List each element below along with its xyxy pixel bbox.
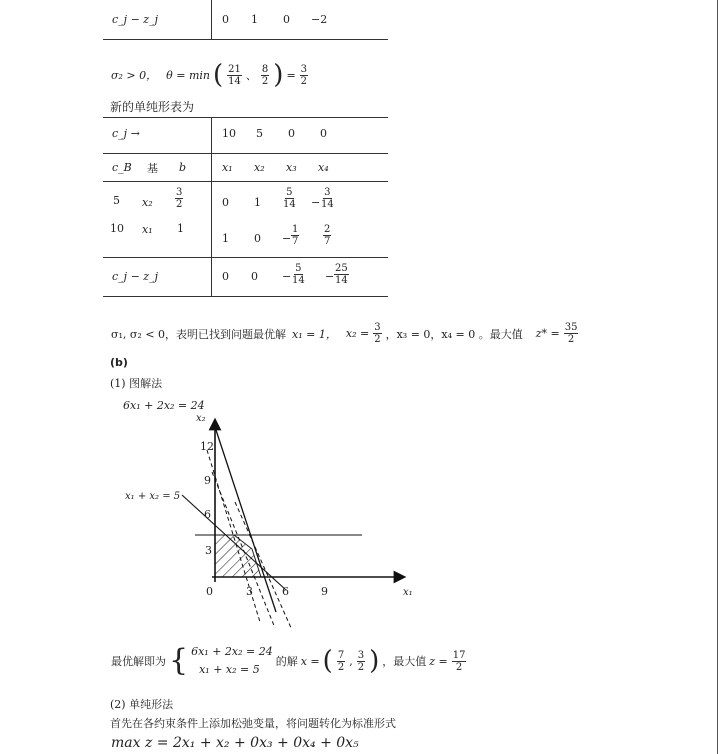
top-cz-value-4: −2	[311, 13, 328, 26]
constraint-label-1: 6x₁ + 2x₂ = 24	[123, 399, 205, 412]
table-rule-3	[103, 181, 388, 182]
conclusion-x1: x₁ = 1，	[292, 327, 337, 341]
cz-v3-sign: −	[282, 270, 292, 283]
top-table-bottom-rule	[103, 39, 388, 40]
theta-equals: =	[286, 68, 296, 82]
cj-value-4: 0	[320, 127, 327, 140]
cz-v3: $\frac{5}{14}$	[292, 263, 305, 286]
row1-basis: x₂	[142, 196, 153, 209]
basis-header: 基	[147, 162, 158, 175]
conclusion-x2-frac: $\frac{3}{2}$	[374, 322, 381, 345]
top-cz-value-1: 0	[222, 13, 229, 26]
optimal-x-lhs: x =	[300, 654, 320, 668]
cz-label: c_j − z_j	[112, 270, 158, 283]
table-bottom-rule	[103, 296, 388, 297]
row2-v1: 1	[222, 232, 229, 245]
top-cz-label: c_j − z_j	[112, 13, 158, 26]
row2-v3: $\frac{1}{7}$	[292, 224, 299, 247]
y-axis-label: x₂	[196, 413, 206, 424]
x-tick-6: 6	[282, 585, 289, 598]
optimal-x-sep: ,	[349, 654, 353, 668]
opt-paren-right: )	[369, 646, 380, 676]
system-eq-1: 6x₁ + 2x₂ = 24	[191, 645, 273, 658]
optimal-mid: 的解	[275, 655, 298, 668]
optimal-z-lhs: z =	[429, 654, 448, 668]
cz-v4-sign: −	[325, 270, 335, 283]
conclusion-line	[111, 322, 579, 345]
optimal-line	[111, 643, 467, 679]
opt-paren-left: (	[322, 646, 333, 676]
top-cz-value-2: 1	[251, 13, 258, 26]
top-table-vline	[211, 0, 212, 40]
objective-function: max z = 2x₁ + x₂ + 0x₃ + 0x₄ + 0x₅	[111, 735, 359, 751]
var-header-1: x₁	[222, 161, 233, 174]
conclusion-z-lhs: z* =	[535, 327, 560, 340]
optimal-z-frac: $\frac{17}{2}$	[452, 649, 466, 673]
row1-v4: $\frac{3}{14}$	[321, 187, 334, 210]
cz-v2: 0	[251, 270, 258, 283]
paren-left: (	[213, 60, 224, 90]
cb-header: c_B	[112, 161, 132, 174]
page-right-border	[717, 0, 718, 754]
row2-v4: $\frac{2}{7}$	[324, 224, 331, 247]
system-eq-2: x₁ + x₂ = 5	[199, 663, 260, 676]
cj-value-1: 10	[222, 127, 236, 140]
cz-v1: 0	[222, 270, 229, 283]
row2-basis: x₁	[142, 223, 153, 236]
row2-v2: 0	[254, 232, 261, 245]
conclusion-text: σ₁, σ₂ < 0，表明已找到问题最优解	[111, 327, 287, 341]
y-tick-3: 3	[205, 544, 212, 557]
graphical-solution-figure	[100, 392, 430, 637]
part-b-label: (b)	[110, 356, 128, 369]
method2-description: 首先在各约束条件上添加松弛变量，将问题转化为标准形式	[110, 717, 396, 730]
conclusion-x2-lhs: x₂ =	[345, 327, 370, 340]
row2-b: 1	[177, 222, 184, 235]
conclusion-rest: ，x₃ = 0，x₄ = 0 。最大值	[385, 327, 523, 341]
cj-value-2: 5	[256, 127, 263, 140]
cz-v4: $\frac{25}{14}$	[335, 263, 348, 286]
var-header-4: x₄	[318, 161, 329, 174]
table-rule-4	[103, 257, 388, 258]
theta-fraction-2: $\frac{8}{2}$	[261, 63, 269, 87]
theta-min: θ = min	[166, 68, 211, 82]
paren-right: )	[273, 60, 284, 90]
var-header-2: x₂	[254, 161, 265, 174]
row1-v4-sign: −	[311, 196, 321, 209]
new-table-caption: 新的单纯形表为	[110, 100, 195, 114]
x-tick-9: 9	[321, 585, 328, 598]
equation-system	[191, 643, 273, 679]
x-tick-0: 0	[206, 585, 213, 598]
system-brace: {	[169, 643, 189, 678]
y-tick-6: 6	[204, 508, 211, 521]
x-tick-3: 3	[246, 585, 253, 598]
x-axis-label: x₁	[403, 587, 413, 598]
row1-v2: 1	[254, 196, 261, 209]
b-header: b	[179, 161, 187, 174]
conclusion-z-frac: $\frac{35}{2}$	[564, 322, 578, 345]
optimal-x1-frac: $\frac{7}{2}$	[337, 649, 345, 673]
y-tick-12: 12	[200, 440, 214, 453]
cj-label: c_j →	[112, 127, 140, 140]
theta-result: $\frac{3}{2}$	[300, 63, 308, 87]
constraint-label-2: x₁ + x₂ = 5	[125, 491, 181, 502]
method1-heading: (1) 图解法	[110, 377, 163, 390]
theta-fraction-1: $\frac{21}{14}$	[228, 63, 241, 87]
row1-v3: $\frac{5}{14}$	[283, 187, 296, 210]
sigma-condition: σ₂ > 0，	[111, 69, 158, 82]
row2-v3-sign: −	[282, 232, 292, 245]
row1-b: $\frac{3}{2}$	[176, 187, 183, 210]
feasible-region	[215, 535, 261, 577]
cj-value-3: 0	[288, 127, 295, 140]
table-vline	[211, 117, 212, 297]
row1-cb: 5	[113, 194, 120, 207]
row2-cb: 10	[110, 222, 124, 235]
top-cz-value-3: 0	[283, 13, 290, 26]
row1-v1: 0	[222, 196, 229, 209]
optimal-x2-frac: $\frac{3}{2}$	[357, 649, 365, 673]
theta-separator: 、	[245, 69, 257, 82]
table-rule-2	[103, 153, 388, 154]
optimal-max: ，最大值	[382, 655, 427, 668]
method2-heading: (2) 单纯形法	[110, 698, 174, 711]
y-tick-9: 9	[204, 474, 211, 487]
optimal-prefix: 最优解即为	[111, 655, 166, 668]
var-header-3: x₃	[286, 161, 297, 174]
theta-line	[111, 62, 309, 88]
table-top-rule	[103, 117, 388, 118]
